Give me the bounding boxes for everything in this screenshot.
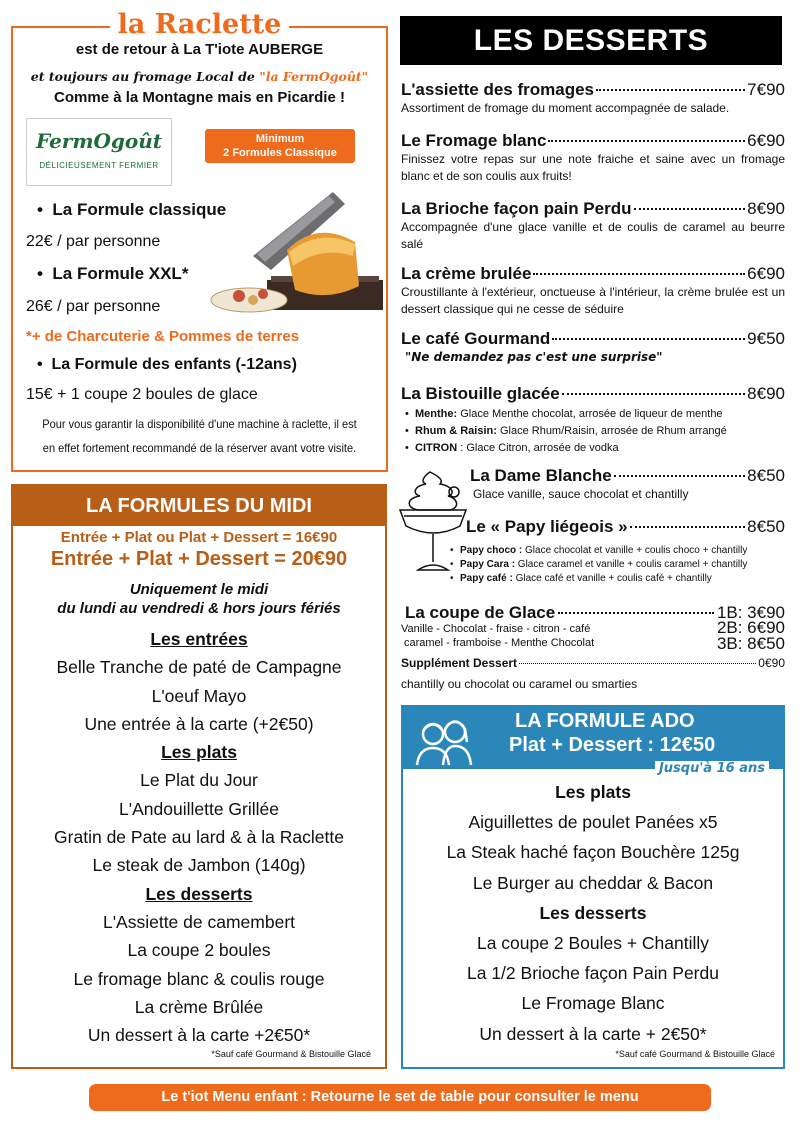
raclette-machine-image [209, 190, 385, 314]
midi-menu-list [13, 625, 385, 1049]
papy-options-list [450, 544, 790, 586]
list-item: Le steak de Jambon (140g) [92, 855, 306, 876]
raclette-intro: est de retour à La T'iote AUBERGE [75, 41, 324, 58]
formule-xxl: • La Formule XXL* [37, 264, 189, 283]
midi-desserts-heading: Les desserts [145, 883, 253, 904]
ado-header [403, 707, 783, 769]
list-item: La crème Brûlée [134, 996, 264, 1017]
list-item: • Rhum & Raisin: Glace Rhum/Raisin, arrosée de Rhum arrangé [405, 423, 785, 440]
prix-enfants: 15€ + 1 coupe 2 boules de glace [26, 386, 258, 403]
midi-offer-2: Entrée + Plat + Dessert = 20€90 [50, 548, 348, 570]
dessert-fromage-blanc: Le Fromage blanc 6€90 Finissez votre repas sur une note fraiche et saine avec un fromage blanc et de son coulis aux fruits! [401, 131, 785, 183]
midi-offer-1: Entrée + Plat ou Plat + Dessert = 16€90 [60, 529, 338, 546]
formule-enfants: • La Formule des enfants (-12ans) [37, 356, 297, 373]
fermogout-logo: FermOgoût DÉLICIEUSEMENT FERMIER [26, 118, 172, 186]
list-item: Le Burger au cheddar & Bacon [472, 872, 714, 893]
dessert-brioche: La Brioche façon pain Perdu 8€90 Accompagnée d'une glace vanille et de coulis de caramel au beurre salé [401, 199, 785, 251]
raclette-title: la Raclette [13, 9, 386, 40]
list-item: Une entrée à la carte (+2€50) [84, 713, 314, 734]
kids-menu-banner: Le t'iot Menu enfant : Retourne le set de table pour consulter le menu [89, 1084, 711, 1111]
dessert-cafe-gourmand: Le café Gourmand 9€50 "Ne demandez pas c'est une surprise" [401, 329, 785, 364]
list-item: • Papy choco : Glace chocolat et vanille + coulis choco + chantilly [450, 544, 790, 558]
list-item: Gratin de Pate au lard & à la Raclette [54, 827, 344, 848]
reservation-warning: Pour vous garantir la disponibilité d'une machine à raclette, il est en effet fortement recommandé de la réserver avant votre visite. [42, 417, 357, 455]
list-item: Un dessert à la carte + 2€50* [479, 1023, 707, 1044]
list-item: Le fromage blanc & coulis rouge [73, 968, 325, 989]
list-item: • Papy Cara : Glace caramel et vanille + coulis caramel + chantilly [450, 558, 790, 572]
dessert-dame-blanche: La Dame Blanche 8€50 Glace vanille, sauce chocolat et chantilly [470, 466, 785, 501]
list-item: • CITRON : Glace Citron, arrosée de vodka [405, 440, 785, 457]
ado-menu-list [403, 777, 783, 1049]
list-item: La Steak haché façon Bouchère 125g [446, 842, 740, 863]
minimum-badge: Minimum 2 Formules Classique [205, 129, 355, 163]
prix-classique: 22€ / par personne [26, 233, 161, 250]
supplement-dessert: Supplément Dessert 0€90 [401, 656, 785, 670]
list-item: • Papy café : Glace café et vanille + coulis café + chantilly [450, 572, 790, 586]
formule-ado-section [401, 705, 785, 1069]
list-item: Le Fromage Blanc [521, 993, 665, 1014]
list-item: Aiguillettes de poulet Panées x5 [468, 812, 718, 833]
list-item: Le Plat du Jour [140, 770, 258, 791]
raclette-tagline: Comme à la Montagne mais en Picardie ! [54, 89, 345, 106]
dessert-bistouille: La Bistouille glacée 8€90 • Menthe: Glace Menthe chocolat, arrosée de liqueur de menthe • Rhum & Raisin: Glace Rhum/Raisin, arrosée de Rhum arrangé • CITRON : Glace Citron, arrosée de vodka [401, 384, 785, 457]
list-item: • Menthe: Glace Menthe chocolat, arrosée de liqueur de menthe [405, 406, 785, 423]
ado-offer: Plat + Dessert : 12€50 [509, 734, 716, 756]
raclette-local-line: et toujours au fromage Local de "la FermOgoût" [30, 69, 369, 84]
ado-title: LA FORMULE ADO [515, 710, 695, 732]
midi-plats-heading: Les plats [161, 742, 237, 763]
formule-midi-section [11, 484, 387, 1069]
ado-desserts-heading: Les desserts [539, 902, 647, 923]
list-item: Un dessert à la carte +2€50* [87, 1025, 311, 1046]
formule-classique: • La Formule classique [37, 200, 227, 219]
list-item: La coupe 2 Boules + Chantilly [476, 932, 710, 953]
ado-age-badge: Jusqu'à 16 ans [655, 761, 769, 776]
midi-entrees-heading: Les entrées [150, 629, 248, 649]
raclette-section [11, 9, 388, 472]
ado-plats-heading: Les plats [555, 782, 631, 802]
supplement-desc: chantilly ou chocolat ou caramel ou smarties [401, 677, 638, 691]
ado-footnote: *Sauf café Gourmand & Bistouille Glacé [615, 1049, 775, 1059]
desserts-title: LES DESSERTS [400, 16, 782, 65]
dessert-coupe-glace: La coupe de Glace 1B: 3€90 Vanille - Chocolat - fraise - citron - café caramel - framboise - Menthe Chocolat 2B: 6€90 3B: 8€50 [401, 603, 785, 653]
list-item: La coupe 2 boules [127, 940, 271, 961]
list-item: L'oeuf Mayo [151, 685, 247, 706]
list-item: L'Assiette de camembert [102, 911, 296, 932]
note-xxl: *+ de Charcuterie & Pommes de terres [26, 328, 300, 345]
list-item: Belle Tranche de paté de Campagne [56, 657, 342, 678]
list-item: L'Andouillette Grillée [119, 798, 279, 819]
dessert-creme-brulee: La crème brulée 6€90 Croustillante à l'extérieur, onctueuse à l'intérieur, la crème brulée est un dessert classique qui ne cesse de séduire [401, 264, 785, 316]
list-item: La 1/2 Brioche façon Pain Perdu [467, 963, 719, 984]
dessert-assiette-fromages: L'assiette des fromages 7€90 Assortiment de fromage du moment accompagnée de salade. [401, 80, 785, 115]
midi-title: LA FORMULES DU MIDI [13, 486, 385, 526]
teens-icon [413, 712, 475, 767]
dessert-papy-liegeois: Le « Papy liégeois » 8€50 [466, 517, 785, 536]
prix-xxl: 26€ / par personne [26, 298, 161, 315]
midi-footnote: *Sauf café Gourmand & Bistouille Glacé [211, 1049, 371, 1059]
midi-availability: Uniquement le midi du lundi au vendredi & hors jours fériés [57, 581, 341, 617]
